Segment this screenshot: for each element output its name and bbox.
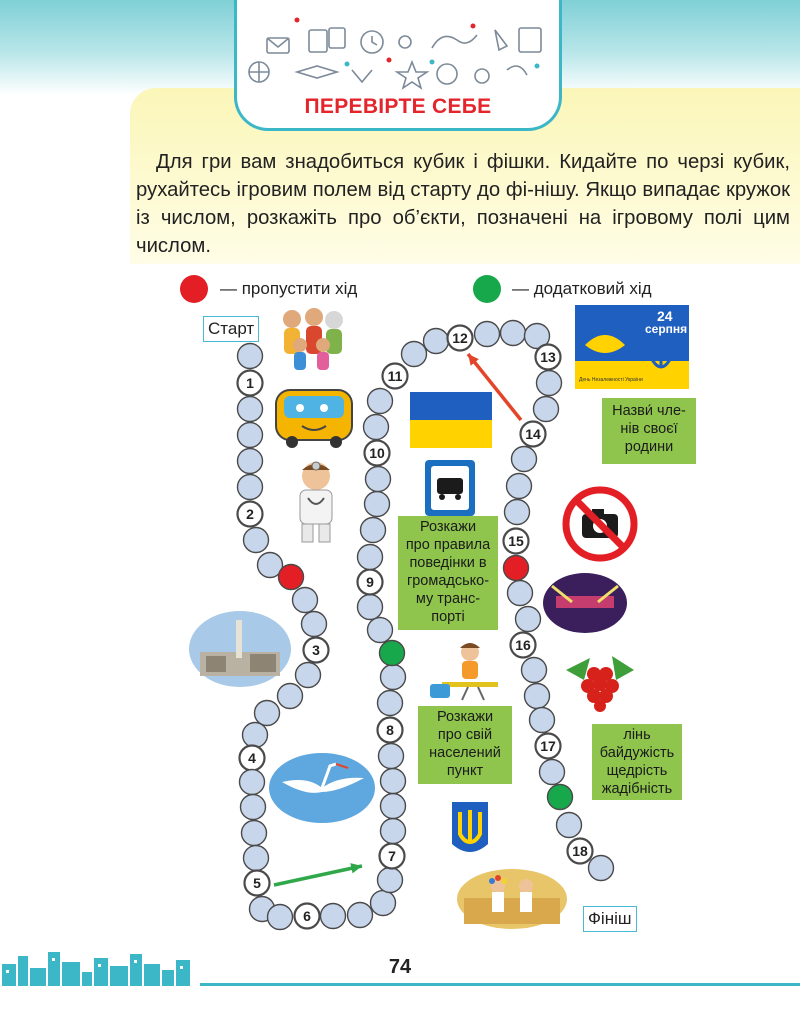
board-cell (424, 329, 449, 354)
board-cell (557, 813, 582, 838)
stork-icon (268, 752, 376, 824)
board-cell (381, 794, 406, 819)
board-cell (241, 795, 266, 820)
board-cell (358, 545, 383, 570)
board-cell (293, 588, 318, 613)
board-cell (321, 904, 346, 929)
bus-stop-sign-icon (425, 460, 475, 516)
ukraine-flag-icon (410, 392, 492, 448)
extra-turn-cell (548, 785, 573, 810)
board-cell (525, 684, 550, 709)
cell-number: 3 (312, 642, 320, 658)
cell-number: 12 (452, 330, 468, 346)
viburnum-icon (560, 640, 640, 714)
board-cell (268, 905, 293, 930)
board-cell (381, 665, 406, 690)
finish-label: Фініш (583, 906, 637, 932)
extra-turn-cell (380, 641, 405, 666)
poster-month: серпня (645, 322, 688, 336)
board-cell (365, 492, 390, 517)
legend-green-label: — додатковий хід (512, 279, 652, 298)
bus-icon (272, 384, 356, 450)
board-cell (475, 322, 500, 347)
board-cell (238, 449, 263, 474)
board-cell (302, 612, 327, 637)
board-cell (243, 723, 268, 748)
cell-number: 11 (387, 368, 403, 384)
board-cell (381, 769, 406, 794)
cell-number: 9 (366, 574, 374, 590)
concert-icon (542, 572, 628, 634)
independence-poster-icon (575, 305, 689, 389)
board-cell (508, 581, 533, 606)
cell-number: 7 (388, 848, 396, 864)
board-cell (516, 607, 541, 632)
family-task-box: Назви́ чле- нів своєї родини (602, 398, 696, 464)
board-cell (361, 518, 386, 543)
cell-number: 13 (540, 349, 556, 365)
board-cell (534, 397, 559, 422)
start-label: Старт (203, 316, 259, 342)
board-cell (368, 618, 393, 643)
children-field-icon (456, 868, 568, 930)
board-cell (366, 467, 391, 492)
city-square-icon (188, 610, 292, 688)
poster-day: 24 (657, 308, 673, 324)
cell-number: 14 (525, 426, 541, 442)
instruction-text: Для гри вам знадобиться кубик і фішки. Кидайте по черзі кубик, рухайтесь ігровим полем від старту до фі-нішу. Якщо випадає кружок із числом, розкажіть про об’єкти, позначені на ігровому полі цим числом. (136, 151, 790, 257)
cell-number: 4 (248, 750, 256, 766)
cell-number: 8 (386, 722, 394, 738)
board-cell (238, 344, 263, 369)
board-cell (589, 856, 614, 881)
board-cell (244, 846, 269, 871)
board-cell (537, 371, 562, 396)
board-cell (255, 701, 280, 726)
board-cell (238, 397, 263, 422)
cell-number: 17 (540, 738, 556, 754)
board-cell (240, 770, 265, 795)
board-cell (512, 447, 537, 472)
page-title: ПЕРЕВІРТЕ СЕБЕ (304, 95, 492, 118)
board-cell (238, 423, 263, 448)
board-cell (381, 819, 406, 844)
settlement-task-box: Розкажи про свій населений пункт (418, 706, 512, 784)
cell-number: 10 (369, 445, 385, 461)
cell-number: 1 (246, 375, 254, 391)
footer-line (200, 983, 800, 986)
city-skyline-icon (0, 948, 210, 988)
board-cell (402, 342, 427, 367)
board-cell (364, 415, 389, 440)
cell-number: 5 (253, 875, 261, 891)
board-cell (368, 389, 393, 414)
cell-number: 6 (303, 908, 311, 924)
board-cell (501, 321, 526, 346)
doctor-icon (284, 458, 348, 544)
transport-task-box: Розкажи про правила поведінки в громадсько- му транс- порті (398, 516, 498, 630)
cell-number: 18 (572, 843, 588, 859)
board-cell (505, 500, 530, 525)
board-cell (378, 868, 403, 893)
no-camera-icon (560, 484, 640, 564)
trident-icon (450, 800, 490, 860)
board-cell (530, 708, 555, 733)
board-cell (540, 760, 565, 785)
traits-box: лінь байдужість щедрість жадібність (592, 724, 682, 800)
child-ironing-icon (428, 640, 508, 702)
green-arrow-icon (274, 863, 362, 885)
cell-number: 2 (246, 506, 254, 522)
board-cell (371, 891, 396, 916)
skip-turn-cell (504, 556, 529, 581)
legend-red-label: — пропустити хід (220, 279, 358, 298)
cell-number: 15 (508, 533, 524, 549)
family-icon (278, 305, 348, 375)
board-cell (244, 528, 269, 553)
poster-caption: День Незалежності України (579, 377, 643, 383)
board-cell (379, 744, 404, 769)
board-cell (507, 474, 532, 499)
skip-turn-cell (279, 565, 304, 590)
cell-number: 16 (515, 637, 531, 653)
board-cell (238, 475, 263, 500)
board-cell (378, 691, 403, 716)
board-cell (522, 658, 547, 683)
page-number: 74 (388, 956, 412, 978)
board-cell (358, 595, 383, 620)
board-cell (348, 903, 373, 928)
board-cell (296, 663, 321, 688)
board-cell (242, 821, 267, 846)
